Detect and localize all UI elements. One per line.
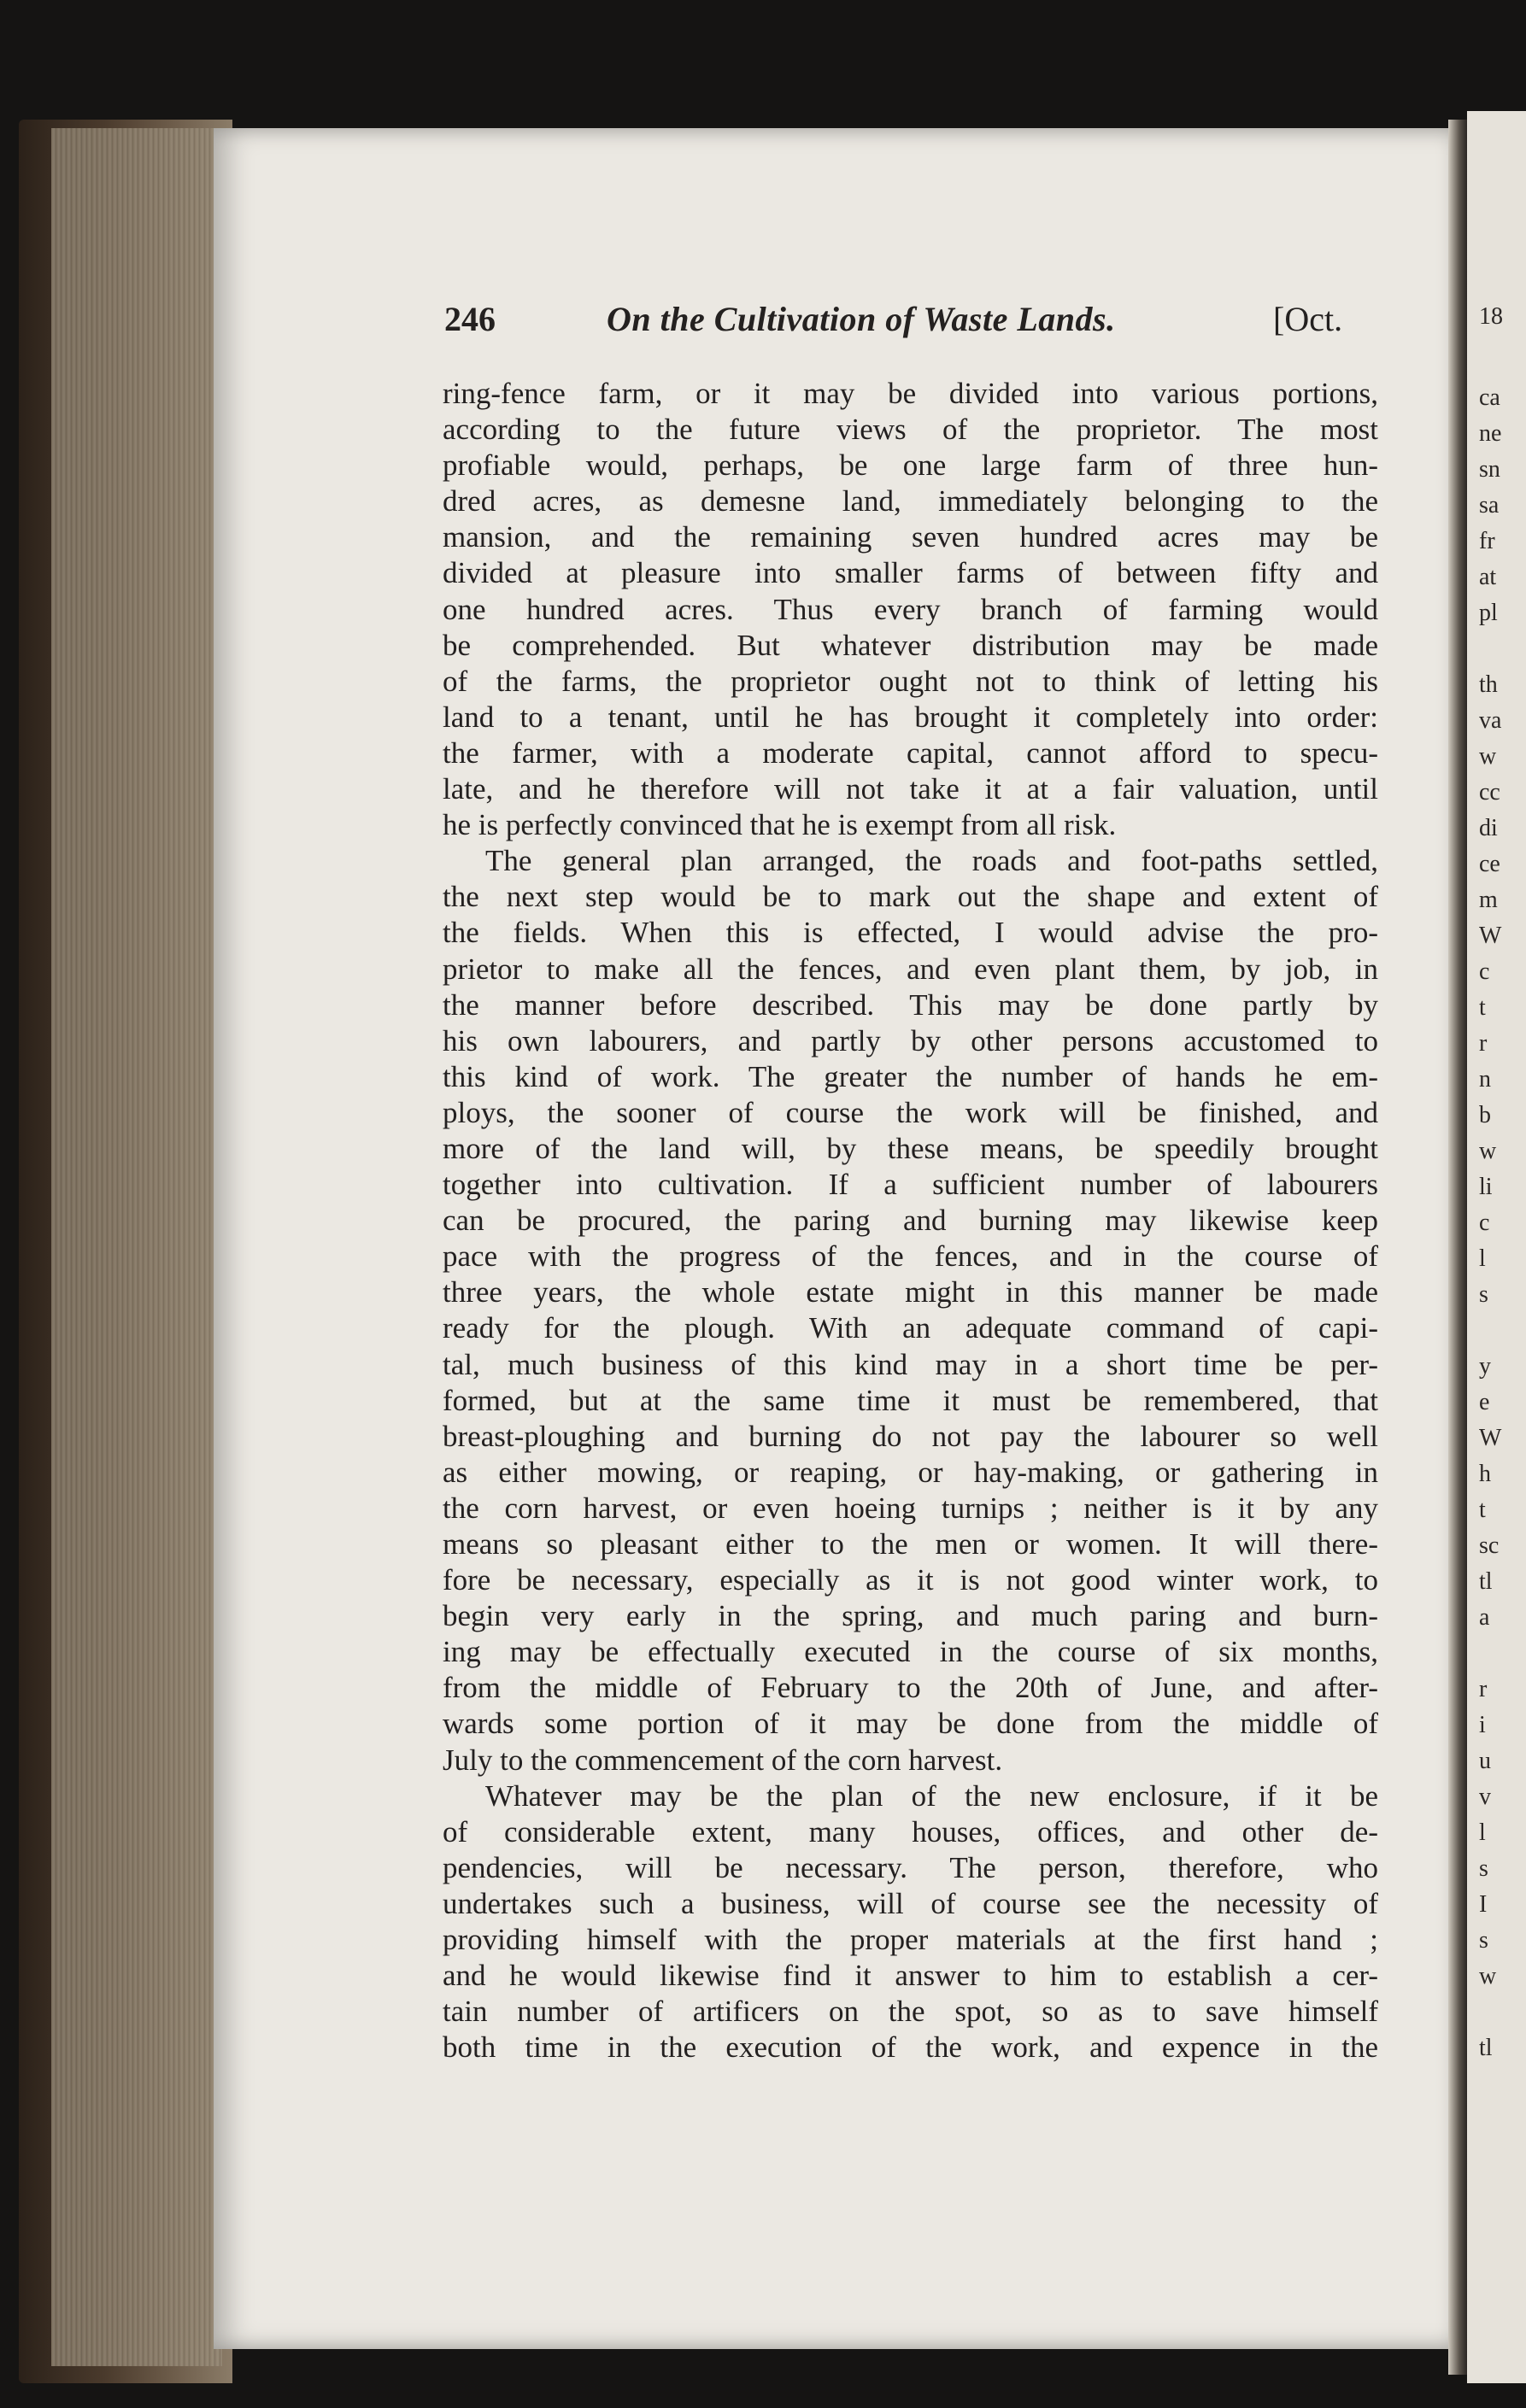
book-gutter bbox=[1448, 120, 1467, 2375]
running-header bbox=[444, 299, 1384, 350]
facing-page-fragment: b bbox=[1479, 1102, 1491, 1128]
facing-page-fragment: cc bbox=[1479, 779, 1500, 806]
facing-page-fragment: li bbox=[1479, 1174, 1493, 1200]
facing-page-fragment: l bbox=[1479, 1819, 1486, 1846]
text-line: this kind of work. The greater the number of hands he em- bbox=[443, 1059, 1378, 1093]
text-line: ready for the plough. With an adequate command of capi- bbox=[443, 1311, 1378, 1345]
facing-page-fragment: W bbox=[1479, 1425, 1502, 1451]
text-line: according to the future views of the proprietor. The most bbox=[443, 413, 1378, 447]
text-line: means so pleasant either to the men or women. It will there- bbox=[443, 1527, 1378, 1561]
facing-page-fragment: n bbox=[1479, 1066, 1491, 1093]
text-line: can be procured, the paring and burning may likewise keep bbox=[443, 1204, 1378, 1238]
facing-page-fragment: at bbox=[1479, 564, 1497, 590]
facing-page-fragment: m bbox=[1479, 887, 1498, 913]
text-line: pace with the progress of the fences, and in the course of bbox=[443, 1239, 1378, 1274]
text-line: the farmer, with a moderate capital, cannot afford to specu- bbox=[443, 735, 1378, 770]
facing-page-fragment: tl bbox=[1479, 1568, 1493, 1595]
facing-page-fragment: tl bbox=[1479, 2035, 1493, 2061]
facing-page-fragment: t bbox=[1479, 994, 1486, 1021]
facing-page-fragment: w bbox=[1479, 1138, 1497, 1164]
text-line: ing may be effectually executed in the course of six months, bbox=[443, 1635, 1378, 1669]
facing-page-fragment: sa bbox=[1479, 492, 1500, 519]
text-line: July to the commencement of the corn harvest. bbox=[443, 1743, 1003, 1777]
paragraph-start-line: The general plan arranged, the roads and foot-paths settled, bbox=[485, 844, 1378, 878]
text-line: dred acres, as demesne land, immediately belonging to the bbox=[443, 484, 1378, 519]
facing-page-fragment: ce bbox=[1479, 851, 1500, 877]
facing-page-fragment: r bbox=[1479, 1030, 1488, 1057]
facing-page-fragment: y bbox=[1479, 1353, 1491, 1380]
text-line: divided at pleasure into smaller farms of between fifty and bbox=[443, 556, 1378, 590]
facing-page-edge bbox=[1467, 111, 1526, 2383]
text-line: his own labourers, and partly by other persons accustomed to bbox=[443, 1023, 1378, 1058]
facing-page-fragment: s bbox=[1479, 1281, 1488, 1308]
facing-page-fragment: s bbox=[1479, 1927, 1488, 1954]
facing-page-fragment: fr bbox=[1479, 528, 1495, 554]
facing-page-fragment: i bbox=[1479, 1712, 1486, 1738]
facing-page-fragment: va bbox=[1479, 707, 1502, 734]
text-line: providing himself with the proper materials at the first hand ; bbox=[443, 1923, 1378, 1957]
text-line: tain number of artificers on the spot, so as to save himself bbox=[443, 1995, 1378, 2029]
facing-page-fragment: c bbox=[1479, 1210, 1490, 1236]
text-line: both time in the execution of the work, and expence in the bbox=[443, 2030, 1378, 2065]
text-line: fore be necessary, especially as it is not good winter work, to bbox=[443, 1563, 1378, 1597]
facing-page-fragment: e bbox=[1479, 1389, 1490, 1415]
facing-page-fragment: w bbox=[1479, 743, 1497, 770]
facing-page-fragment: s bbox=[1479, 1855, 1488, 1882]
facing-page-fragment: ca bbox=[1479, 384, 1500, 411]
text-line: breast-ploughing and burning do not pay the labourer so well bbox=[443, 1419, 1378, 1453]
text-line: land to a tenant, until he has brought it completely into order: bbox=[443, 700, 1378, 734]
text-line: the fields. When this is effected, I would advise the pro- bbox=[443, 916, 1378, 950]
facing-page-fragment: v bbox=[1479, 1784, 1491, 1810]
facing-page-fragment: th bbox=[1479, 671, 1498, 698]
text-line: wards some portion of it may be done from the middle of bbox=[443, 1707, 1378, 1741]
page-number: 246 bbox=[444, 300, 496, 338]
text-line: begin very early in the spring, and much paring and burn- bbox=[443, 1599, 1378, 1633]
text-line: of considerable extent, many houses, offices, and other de- bbox=[443, 1814, 1378, 1848]
text-line: three years, the whole estate might in this manner be made bbox=[443, 1275, 1378, 1309]
text-line: one hundred acres. Thus every branch of farming would bbox=[443, 592, 1378, 626]
facing-page-fragment: sc bbox=[1479, 1532, 1500, 1559]
facing-page-fragment: W bbox=[1479, 923, 1502, 949]
text-line: ploys, the sooner of course the work will be finished, and bbox=[443, 1095, 1378, 1129]
facing-page-fragment: l bbox=[1479, 1245, 1486, 1272]
text-line: mansion, and the remaining seven hundred acres may be bbox=[443, 520, 1378, 554]
text-line: be comprehended. But whatever distribution may be made bbox=[443, 628, 1378, 662]
facing-page-fragment: u bbox=[1479, 1748, 1491, 1774]
text-line: and he would likewise find it answer to him to establish a cer- bbox=[443, 1959, 1378, 1993]
text-line: tal, much business of this kind may in a short time be per- bbox=[443, 1347, 1378, 1381]
facing-page-fragment: a bbox=[1479, 1604, 1490, 1631]
body-text bbox=[443, 376, 1378, 2065]
text-line: undertakes such a business, will of course see the necessity of bbox=[443, 1886, 1378, 1920]
text-line: he is perfectly convinced that he is exempt from all risk. bbox=[443, 808, 1117, 842]
facing-page-fragment: sn bbox=[1479, 456, 1500, 483]
facing-page-fragment: r bbox=[1479, 1676, 1488, 1702]
text-line: ring-fence farm, or it may be divided into various portions, bbox=[443, 377, 1378, 410]
running-title: On the Cultivation of Waste Lands. bbox=[607, 300, 1116, 338]
text-line: formed, but at the same time it must be remembered, that bbox=[443, 1383, 1378, 1417]
text-line: of the farms, the proprietor ought not to think of letting his bbox=[443, 664, 1378, 698]
text-line: pendencies, will be necessary. The person, therefore, who bbox=[443, 1850, 1378, 1884]
text-line: the corn harvest, or even hoeing turnips ; neither is it by any bbox=[443, 1491, 1378, 1525]
running-month: [Oct. bbox=[1273, 300, 1343, 338]
facing-page-fragment: t bbox=[1479, 1497, 1486, 1523]
text-line: from the middle of February to the 20th of June, and after- bbox=[443, 1671, 1378, 1705]
text-line: as either mowing, or reaping, or hay-making, or gathering in bbox=[443, 1455, 1378, 1489]
facing-page-fragment: ne bbox=[1479, 420, 1502, 447]
text-line: late, and he therefore will not take it at a fair valuation, until bbox=[443, 772, 1378, 806]
facing-page-fragment: di bbox=[1479, 815, 1498, 841]
text-line: profiable would, perhaps, be one large farm of three hun- bbox=[443, 448, 1378, 483]
facing-page-fragment: c bbox=[1479, 958, 1490, 985]
facing-page-fragment: 18 bbox=[1479, 303, 1503, 330]
text-line: more of the land will, by these means, be speedily brought bbox=[443, 1131, 1378, 1165]
text-line: together into cultivation. If a sufficient number of labourers bbox=[443, 1168, 1378, 1202]
facing-page-fragment: w bbox=[1479, 1963, 1497, 1989]
facing-page-fragment: I bbox=[1479, 1891, 1488, 1918]
facing-page-fragment: pl bbox=[1479, 600, 1498, 626]
paragraph-start-line: Whatever may be the plan of the new enclosure, if it be bbox=[485, 1778, 1378, 1813]
text-line: prietor to make all the fences, and even plant them, by job, in bbox=[443, 952, 1378, 986]
text-line: the next step would be to mark out the shape and extent of bbox=[443, 880, 1378, 914]
text-line: the manner before described. This may be done partly by bbox=[443, 987, 1378, 1022]
page-stack-edge bbox=[51, 128, 222, 2366]
facing-page-fragment: h bbox=[1479, 1461, 1491, 1487]
